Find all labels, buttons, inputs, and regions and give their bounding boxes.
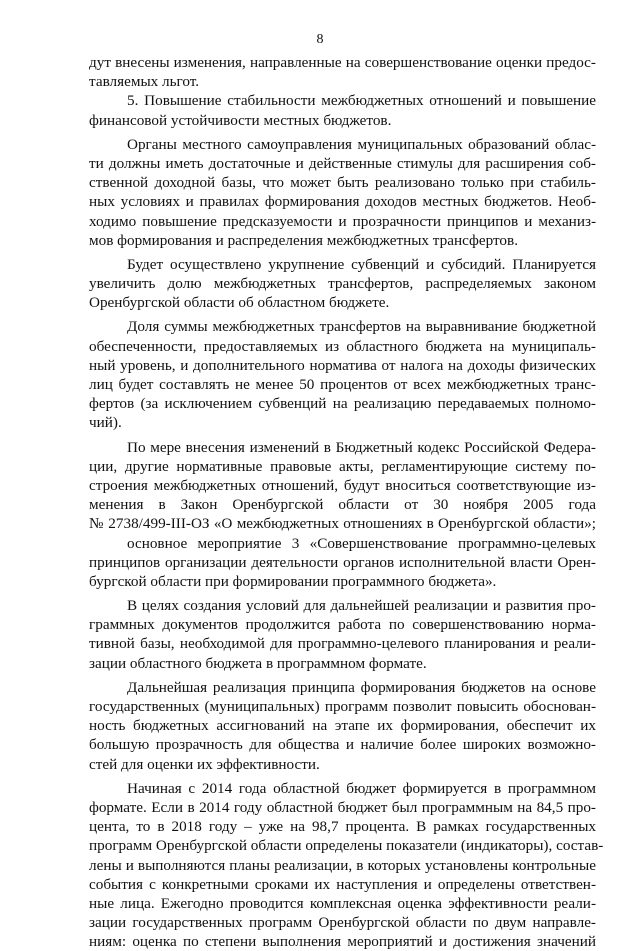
text-line: По мере внесения изменений в Бюджетный кодекс Российской Федера- <box>127 438 596 456</box>
text-line: ниям: оценка по степени выполнения мероприятий и достижения значений <box>89 933 596 951</box>
text-line: большую прозрачность для общества и наличие более широких возможно- <box>89 736 596 754</box>
text-line: чий). <box>89 414 122 432</box>
text-line: Доля суммы межбюджетных трансфертов на выравнивание бюджетной <box>127 318 596 336</box>
text-line: Оренбургской области об областном бюджете. <box>89 294 390 312</box>
text-line: обеспеченности, предоставляемых из областного бюджета на муниципаль- <box>89 337 596 355</box>
text-line: зации государственных программ Оренбургской области по двум направле- <box>89 914 596 932</box>
text-line: менения в Закон Оренбургской области от 30 ноября 2005 года <box>89 496 596 514</box>
text-line: тивной базы, необходимой для программно-целевого планирования и реали- <box>89 635 596 653</box>
text-line: фертов (за исключением субвенций на реализацию передаваемых полномо- <box>89 395 596 413</box>
page-number: 8 <box>316 32 324 47</box>
text-line: Дальнейшая реализация принципа формирования бюджетов на основе <box>127 678 596 696</box>
text-line: события с конкретными сроками их наступления и определены ответствен- <box>89 875 596 893</box>
text-line: принципов организации деятельности органов исполнительной власти Орен- <box>89 553 596 571</box>
text-line: ственной доходной базы, что может быть реализовано только при стабиль- <box>89 174 596 192</box>
text-line: ходимо повышение предсказуемости и прозрачности принципов и механиз- <box>89 212 596 230</box>
text-line: финансовой устойчивости местных бюджетов. <box>89 111 392 129</box>
text-line: мов формирования и распределения межбюджетных трансфертов. <box>89 231 518 249</box>
text-line: стей для оценки их эффективности. <box>89 755 320 773</box>
text-line: 5. Повышение стабильности межбюджетных отношений и повышение <box>127 92 596 110</box>
text-line: ных условиях и правилах формирования доходов местных бюджетов. Необ- <box>89 193 596 211</box>
text-line: строения межбюджетных отношений, будут вноситься соответствующие из- <box>89 476 596 494</box>
text-line: В целях создания условий для дальнейшей реализации и развития про- <box>127 597 596 615</box>
text-line: программ Оренбургской области определены показатели (индикаторы), состав- <box>89 837 604 855</box>
text-line: ность бюджетных ассигнований на этапе их формирования, обеспечит их <box>89 717 596 735</box>
text-line: лиц будет составлять не менее 50 процентов от всех межбюджетных транс- <box>89 376 596 393</box>
text-line: ции, другие нормативные правовые акты, регламентирующие систему по- <box>89 457 596 475</box>
text-line: № 2738/499-III-ОЗ «О межбюджетных отношениях в Оренбургской области»; <box>89 515 596 533</box>
text-line: ти должны иметь достаточные и действенные стимулы для расширения соб- <box>89 154 596 172</box>
text-line: зации областного бюджета в программном формате. <box>89 654 427 672</box>
text-line: ные лица. Ежегодно проводится комплексная оценка эффективности реали- <box>89 894 596 912</box>
text-line: цента, то в 2018 году – уже на 98,7 процента. В рамках государственных <box>89 818 596 836</box>
text-line: ный уровень, и дополнительного норматива от налога на доходы физических <box>89 356 596 374</box>
text-line: основное мероприятие 3 «Совершенствование программно-целевых <box>127 534 596 552</box>
text-line: граммных документов продолжится работа по совершенствованию норма- <box>89 616 596 634</box>
text-line: Будет осуществлено укрупнение субвенций и субсидий. Планируется <box>127 255 596 273</box>
body-text <box>89 53 604 951</box>
text-line: формате. Если в 2014 году областной бюджет был программным на 84,5 про- <box>89 798 596 816</box>
text-line: Начиная с 2014 года областной бюджет формируется в программном <box>127 779 596 797</box>
text-line: увеличить долю межбюджетных трансфертов, распределяемых законом <box>89 275 596 293</box>
text-line: государственных (муниципальных) программ позволит повысить обоснован- <box>89 698 596 715</box>
text-line: дут внесены изменения, направленные на совершенствование оценки предос- <box>89 54 596 71</box>
text-line: тавляемых льгот. <box>89 73 200 91</box>
text-line: лены и выполняются планы реализации, в которых установлены контрольные <box>89 856 596 874</box>
text-line: Органы местного самоуправления муниципальных образований облас- <box>127 135 596 153</box>
text-line: бургской области при формировании программного бюджета». <box>89 572 497 590</box>
